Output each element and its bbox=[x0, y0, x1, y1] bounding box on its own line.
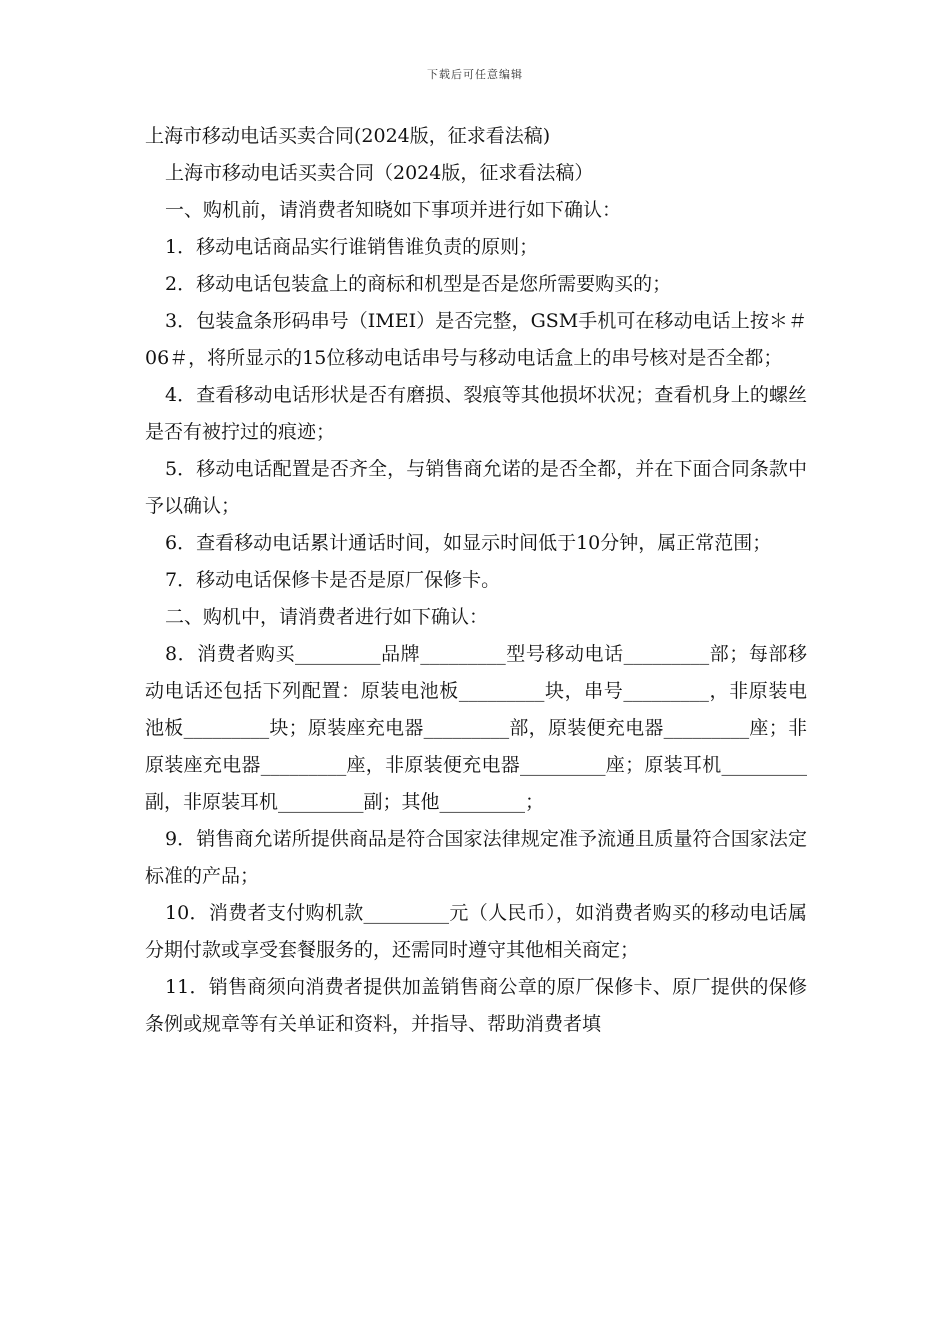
clause-3: 3．包装盒条形码串号（IMEI）是否完整，GSM手机可在移动电话上按＊＃06＃，将所显示的15位移动电话串号与移动电话盒上的串号核对是否全都； bbox=[145, 310, 807, 369]
clause-1: 1．移动电话商品实行谁销售谁负责的原则； bbox=[165, 236, 539, 258]
clause-2: 2．移动电话包装盒上的商标和机型是否是您所需要购买的； bbox=[165, 273, 672, 295]
paragraph-subtitle: 上海市移动电话买卖合同（2024版，征求看法稿） bbox=[165, 162, 594, 184]
clause-4: 4．查看移动电话形状是否有磨损、裂痕等其他损坏状况；查看机身上的螺丝是否有被拧过的痕迹； bbox=[145, 384, 807, 443]
document-body bbox=[145, 118, 807, 1043]
clause-5: 5．移动电话配置是否齐全，与销售商允诺的是否全都，并在下面合同条款中予以确认； bbox=[145, 458, 807, 517]
section-heading-1: 一、购机前，请消费者知晓如下事项并进行如下确认： bbox=[165, 199, 622, 221]
clause-10: 10．消费者支付购机款_________元（人民币），如消费者购买的移动电话属分期付款或享受套餐服务的，还需同时遵守其他相关商定； bbox=[145, 902, 807, 961]
document-title: 上海市移动电话买卖合同(2024版，征求看法稿) bbox=[145, 125, 551, 147]
clause-9: 9．销售商允诺所提供商品是符合国家法律规定准予流通且质量符合国家法定标准的产品； bbox=[145, 828, 807, 887]
clause-8: 8．消费者购买_________品牌_________型号移动电话_________部；每部移动电话还包括下列配置：原装电池板_________块，串号_________，非原装电池板_________块；原装座充电器_________部，原装便充电器_________座；非原装座充电器_________座，非原装便充电器_________座；原装耳机_________副，非原装耳机_________副；其他_________； bbox=[145, 643, 807, 813]
clause-6: 6．查看移动电话累计通话时间，如显示时间低于10分钟，属正常范围； bbox=[165, 532, 772, 554]
clause-11: 11．销售商须向消费者提供加盖销售商公章的原厂保修卡、原厂提供的保修条例或规章等有关单证和资料，并指导、帮助消费者填 bbox=[145, 976, 807, 1035]
header-note: 下载后可任意编辑 bbox=[427, 68, 523, 81]
clause-7: 7．移动电话保修卡是否是原厂保修卡。 bbox=[165, 569, 501, 591]
section-heading-2: 二、购机中，请消费者进行如下确认： bbox=[165, 606, 489, 628]
